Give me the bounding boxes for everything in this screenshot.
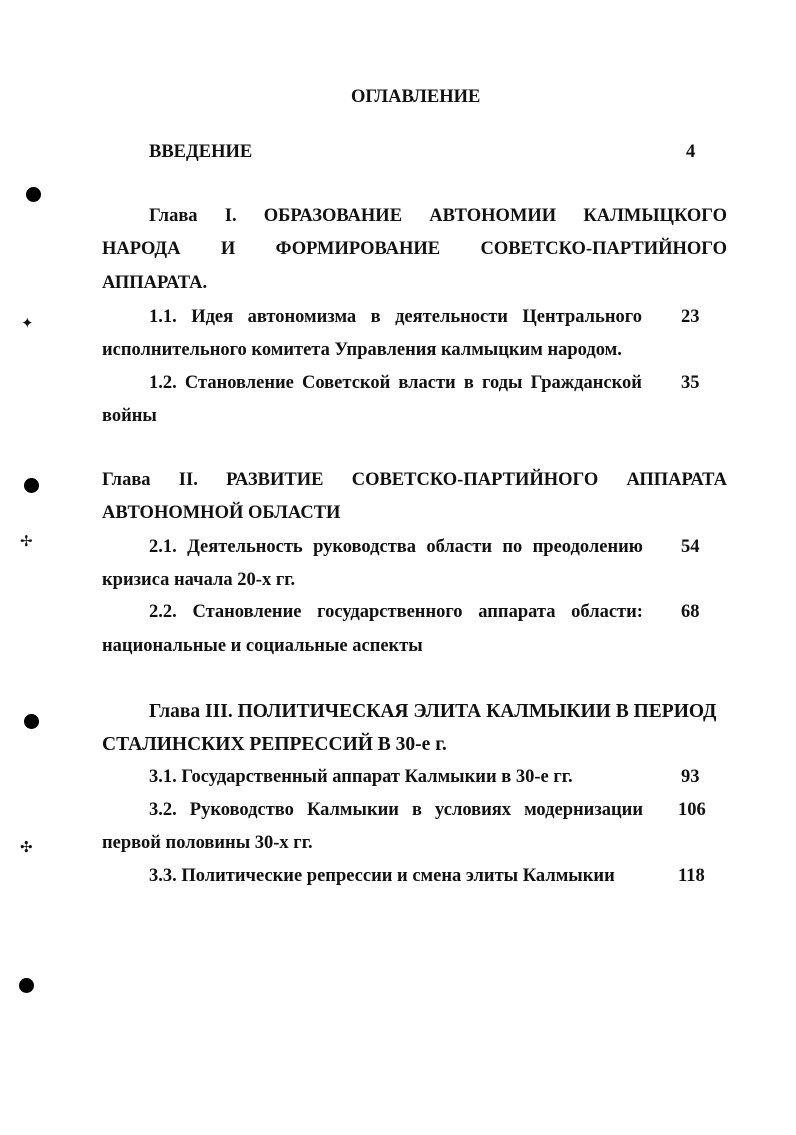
word: годы xyxy=(482,373,523,393)
word: Глава xyxy=(149,206,198,226)
word: 1.1. xyxy=(149,307,177,327)
chapter3-heading-line1: Глава III. ПОЛИТИЧЕСКАЯ ЭЛИТА КАЛМЫКИИ В ПЕРИОД xyxy=(149,701,717,722)
word: 2.2. xyxy=(149,602,177,622)
word: Становление xyxy=(192,602,302,622)
word: в xyxy=(463,373,474,393)
word: Глава xyxy=(102,470,151,490)
binder-hole-2 xyxy=(24,478,39,493)
section-1-2-page: 35 xyxy=(681,373,700,393)
margin-mark-2: ✢ xyxy=(20,532,33,550)
section-3-3-page: 118 xyxy=(678,866,705,886)
word: Советской xyxy=(302,373,391,393)
word: деятельности xyxy=(395,307,508,327)
word: ФОРМИРОВАНИЕ xyxy=(275,239,441,259)
section-2-1-line2: кризиса начала 20-х гг. xyxy=(102,570,296,590)
word: в xyxy=(370,307,381,327)
word: АППАРАТА xyxy=(626,470,727,490)
word: области xyxy=(426,537,493,557)
section-2-2-page: 68 xyxy=(681,602,700,622)
word: руководства xyxy=(313,537,417,557)
intro-label: ВВЕДЕНИЕ xyxy=(149,142,253,162)
chapter1-heading-line2 xyxy=(102,239,727,260)
word: Деятельность xyxy=(187,537,303,557)
section-3-2-page: 106 xyxy=(678,800,706,820)
word: в xyxy=(412,800,422,820)
page-title: ОГЛАВЛЕНИЕ xyxy=(351,87,481,107)
word: по xyxy=(502,537,523,557)
binder-hole-3 xyxy=(24,714,39,729)
word: II. xyxy=(178,470,198,490)
word: власти xyxy=(398,373,456,393)
word: И xyxy=(220,239,236,259)
section-3-2-line1 xyxy=(149,800,643,821)
margin-mark-3: ✣ xyxy=(20,838,33,856)
word: Идея xyxy=(191,307,234,327)
word: I. xyxy=(224,206,237,226)
chapter3-heading-line2: СТАЛИНСКИХ РЕПРЕССИЙ В 30-е г. xyxy=(102,734,447,755)
word: модернизации xyxy=(524,800,643,820)
section-1-1-line2: исполнительного комитета Управления калмыцким народом. xyxy=(102,340,622,360)
word: области: xyxy=(571,602,643,622)
section-1-1-page: 23 xyxy=(681,307,700,327)
chapter1-heading-line3: АППАРАТА. xyxy=(102,273,208,293)
word: СОВЕТСКО-ПАРТИЙНОГО xyxy=(480,239,727,259)
word: преодолению xyxy=(532,537,643,557)
section-1-2-line1 xyxy=(149,373,642,394)
word: Гражданской xyxy=(530,373,642,393)
intro-page: 4 xyxy=(686,142,696,162)
word: КАЛМЫЦКОГО xyxy=(583,206,727,226)
chapter2-heading-line1 xyxy=(102,470,727,491)
word: автономизма xyxy=(247,307,357,327)
word: 2.1. xyxy=(149,537,177,557)
section-1-2-line2: войны xyxy=(102,406,157,426)
word: Руководство xyxy=(189,800,294,820)
word: Центрального xyxy=(522,307,642,327)
word: НАРОДА xyxy=(102,239,181,259)
section-2-1-line1 xyxy=(149,537,643,558)
section-2-2-line1 xyxy=(149,602,643,623)
section-3-3-line1: 3.3. Политические репрессии и смена элиты Калмыкии xyxy=(149,866,615,886)
word: Калмыкии xyxy=(306,800,399,820)
word: Становление xyxy=(184,373,294,393)
word: 1.2. xyxy=(149,373,177,393)
chapter2-heading-line2: АВТОНОМНОЙ ОБЛАСТИ xyxy=(102,503,341,523)
word: АВТОНОМИИ xyxy=(429,206,557,226)
section-2-2-line2: национальные и социальные аспекты xyxy=(102,636,423,656)
margin-mark-1: ✦ xyxy=(21,314,34,332)
word: СОВЕТСКО-ПАРТИЙНОГО xyxy=(351,470,599,490)
word: государственного xyxy=(317,602,463,622)
word: ОБРАЗОВАНИЕ xyxy=(263,206,403,226)
chapter1-heading-line1 xyxy=(149,206,727,227)
word: РАЗВИТИЕ xyxy=(226,470,324,490)
word: условиях xyxy=(435,800,512,820)
binder-hole-4 xyxy=(19,978,34,993)
section-1-1-line1 xyxy=(149,307,642,328)
binder-hole-1 xyxy=(26,187,41,202)
section-3-1-page: 93 xyxy=(681,767,700,787)
section-3-1-line1: 3.1. Государственный аппарат Калмыкии в 30-е гг. xyxy=(149,767,573,787)
word: 3.2. xyxy=(149,800,177,820)
word: аппарата xyxy=(478,602,556,622)
section-2-1-page: 54 xyxy=(681,537,700,557)
section-3-2-line2: первой половины 30-х гг. xyxy=(102,833,313,853)
